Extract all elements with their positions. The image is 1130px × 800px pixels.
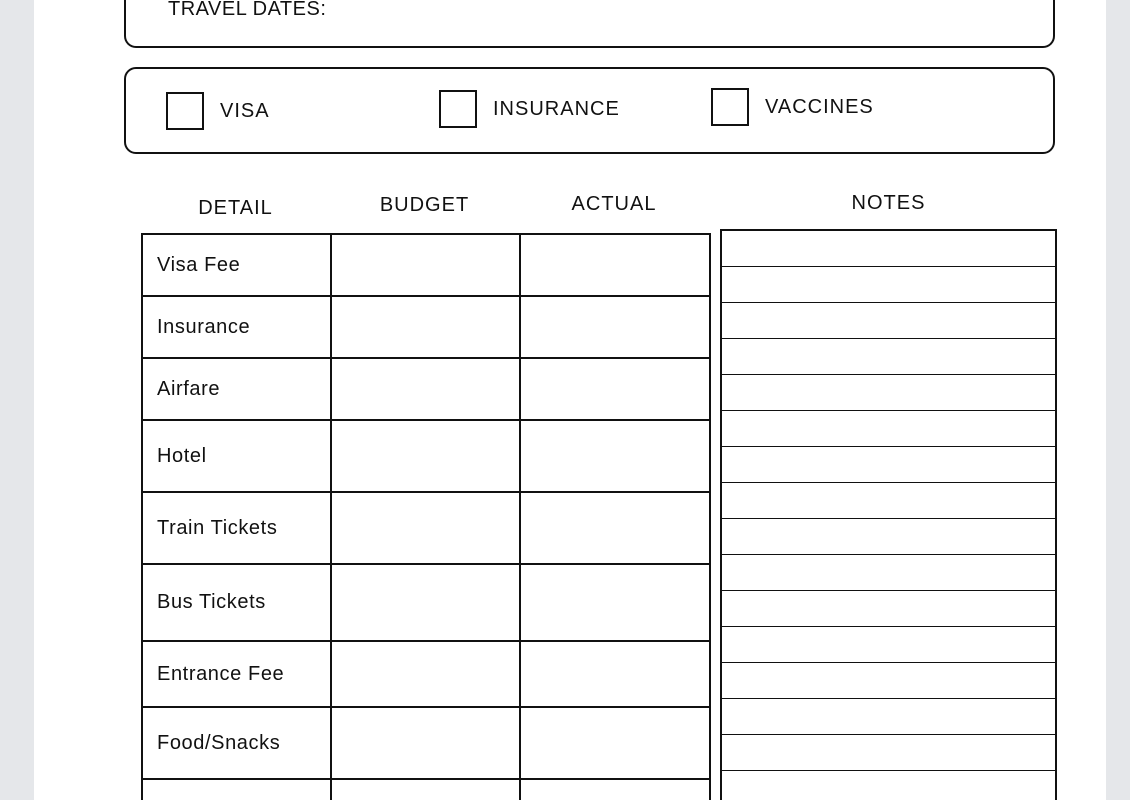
notes-line[interactable] [722, 303, 1055, 339]
vaccines-checkbox[interactable] [711, 88, 749, 126]
detail-cell: Visa Fee [142, 234, 331, 296]
actual-cell[interactable] [520, 234, 710, 296]
actual-cell[interactable] [520, 296, 710, 358]
notes-line[interactable] [722, 519, 1055, 555]
actual-cell[interactable] [520, 641, 710, 707]
visa-label: VISA [220, 99, 270, 122]
table-row [142, 779, 710, 800]
notes-line[interactable] [722, 375, 1055, 411]
table-row [142, 234, 710, 296]
actual-cell[interactable] [520, 492, 710, 564]
detail-cell: Train Tickets [142, 492, 331, 564]
budget-column-header: BUDGET [379, 194, 470, 216]
checklist-item-vaccines[interactable] [711, 88, 874, 126]
notes-line[interactable] [722, 339, 1055, 375]
detail-cell: Bus Tickets [142, 564, 331, 641]
actual-cell[interactable] [520, 420, 710, 492]
actual-cell[interactable] [520, 707, 710, 779]
detail-cell: Food/Snacks [142, 707, 331, 779]
table-row [142, 492, 710, 564]
insurance-checkbox[interactable] [439, 90, 477, 128]
table-row [142, 641, 710, 707]
vaccines-label: VACCINES [765, 95, 874, 118]
notes-column-header: NOTES [851, 192, 926, 214]
budget-cell[interactable] [331, 234, 520, 296]
notes-line[interactable] [722, 771, 1055, 800]
travel-dates-label: TRAVEL DATES: [168, 0, 327, 20]
budget-cell[interactable] [331, 296, 520, 358]
notes-line[interactable] [722, 663, 1055, 699]
budget-cell[interactable] [331, 641, 520, 707]
visa-checkbox[interactable] [166, 92, 204, 130]
notes-line[interactable] [722, 555, 1055, 591]
detail-cell: Hotel [142, 420, 331, 492]
checklist-item-insurance[interactable] [439, 90, 620, 128]
insurance-label: INSURANCE [493, 97, 620, 120]
notes-line[interactable] [722, 483, 1055, 519]
actual-cell[interactable] [520, 358, 710, 420]
table-row [142, 358, 710, 420]
detail-column-header: DETAIL [198, 197, 273, 219]
detail-cell: Entrance Fee [142, 641, 331, 707]
budget-cell[interactable] [331, 707, 520, 779]
notes-line[interactable] [722, 627, 1055, 663]
planner-sheet [34, 0, 1106, 800]
notes-line[interactable] [722, 699, 1055, 735]
budget-table [141, 233, 711, 800]
table-row [142, 707, 710, 779]
notes-line[interactable] [722, 231, 1055, 267]
notes-line[interactable] [722, 267, 1055, 303]
budget-cell[interactable] [331, 564, 520, 641]
notes-line[interactable] [722, 411, 1055, 447]
notes-line[interactable] [722, 735, 1055, 771]
notes-line[interactable] [722, 591, 1055, 627]
detail-cell [142, 779, 331, 800]
detail-cell: Airfare [142, 358, 331, 420]
travel-dates-box [124, 0, 1055, 48]
actual-column-header: ACTUAL [571, 193, 657, 215]
actual-cell[interactable] [520, 779, 710, 800]
document-checklist [124, 67, 1055, 154]
budget-cell[interactable] [331, 492, 520, 564]
budget-cell[interactable] [331, 420, 520, 492]
detail-cell: Insurance [142, 296, 331, 358]
table-row [142, 564, 710, 641]
actual-cell[interactable] [520, 564, 710, 641]
table-row [142, 420, 710, 492]
notes-line[interactable] [722, 447, 1055, 483]
notes-box [720, 229, 1057, 800]
table-row [142, 296, 710, 358]
checklist-item-visa[interactable] [166, 92, 270, 130]
budget-cell[interactable] [331, 358, 520, 420]
budget-cell[interactable] [331, 779, 520, 800]
